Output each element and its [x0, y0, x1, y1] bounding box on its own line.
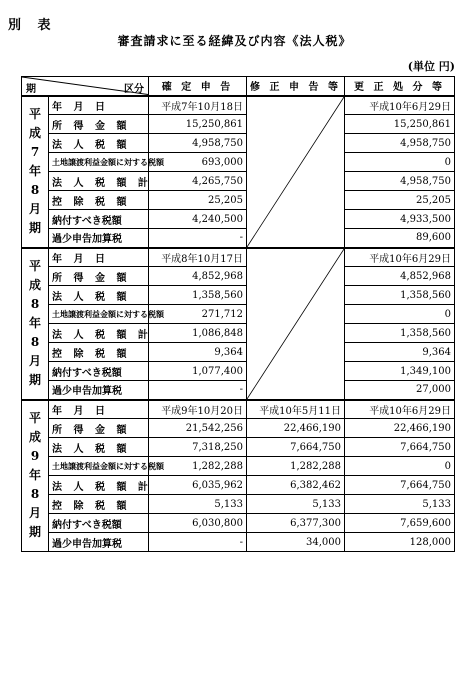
table-row: [22, 248, 455, 267]
table-row: [22, 514, 455, 533]
table-row: [22, 305, 455, 324]
row-label-income: 所 得 金 額: [49, 267, 149, 286]
table-row: [22, 457, 455, 476]
table-row: [22, 381, 455, 400]
unit-label: (単位 円): [407, 60, 455, 73]
period-char: 8: [30, 297, 40, 311]
row-label-income: 所 得 金 額: [49, 115, 149, 134]
table-row: [22, 419, 455, 438]
value-cell: 5,133: [149, 495, 247, 514]
table-row: [22, 495, 455, 514]
row-label-deduct: 控 除 税 額: [49, 191, 149, 210]
value-cell: 6,035,962: [149, 476, 247, 495]
row-label-payable: 納付すべき税額: [49, 514, 149, 533]
period-char: 8: [30, 487, 40, 502]
row-label-deduct: 控 除 税 額: [49, 343, 149, 362]
row-label-payable: 納付すべき税額: [49, 210, 149, 229]
value-cell: 4,265,750: [149, 172, 247, 191]
row-label-tax: 法 人 税 額: [49, 286, 149, 305]
period-char: 平: [28, 411, 41, 426]
period-char: 7: [30, 145, 40, 159]
row-label-penalty: 過少申告加算税: [49, 381, 149, 400]
value-cell: 平成9年10月20日: [149, 400, 247, 419]
value-cell: 27,000: [345, 381, 455, 400]
value-cell: 1,358,560: [345, 286, 455, 305]
table-row: [22, 267, 455, 286]
table-row: [22, 229, 455, 248]
value-cell: 0: [345, 457, 455, 476]
period-char: 年: [28, 164, 41, 178]
value-cell: 22,466,190: [247, 419, 345, 438]
corner-cell: [22, 77, 149, 96]
value-cell: 4,852,968: [149, 267, 247, 286]
value-cell: 271,712: [149, 305, 247, 324]
value-cell: 1,282,288: [247, 457, 345, 476]
value-cell: 21,542,256: [149, 419, 247, 438]
value-cell: -: [149, 533, 247, 552]
value-cell: 1,077,400: [149, 362, 247, 381]
value-cell: 4,852,968: [345, 267, 455, 286]
period-char: 月: [28, 506, 41, 521]
value-cell: 5,133: [345, 495, 455, 514]
document-title: 審査請求に至る経緯及び内容《法人税》: [117, 34, 352, 48]
table-row: [22, 324, 455, 343]
row-label-income: 所 得 金 額: [49, 419, 149, 438]
value-cell: 4,958,750: [149, 134, 247, 153]
period-char: 月: [28, 354, 41, 368]
row-label-date: 年 月 日: [49, 248, 149, 267]
col-kakutei: 確 定 申 告: [149, 77, 247, 96]
value-cell: 平成7年10月18日: [149, 96, 247, 115]
row-label-date: 年 月 日: [49, 400, 149, 419]
value-cell: 128,000: [345, 533, 455, 552]
value-cell: 25,205: [149, 191, 247, 210]
period-char: 成: [28, 126, 41, 140]
table-row: [22, 533, 455, 552]
value-cell: 平成8年10月17日: [149, 248, 247, 267]
period-char: 平: [28, 259, 41, 273]
table-row: [22, 153, 455, 172]
value-cell: 1,358,560: [149, 286, 247, 305]
value-cell: 平成10年6月29日: [345, 248, 455, 267]
table-row: [22, 476, 455, 495]
value-cell: 4,958,750: [345, 172, 455, 191]
period-label: [22, 248, 49, 400]
row-label-deduct: 控 除 税 額: [49, 495, 149, 514]
value-cell: 7,664,750: [345, 438, 455, 457]
value-cell: 693,000: [149, 153, 247, 172]
value-cell: -: [149, 229, 247, 248]
table-row: [22, 115, 455, 134]
value-cell: 34,000: [247, 533, 345, 552]
table-row: [22, 172, 455, 191]
value-cell: 1,349,100: [345, 362, 455, 381]
row-label-tax: 法 人 税 額: [49, 438, 149, 457]
period-char: 期: [28, 373, 41, 387]
corner-left-label: 期: [26, 84, 36, 95]
value-cell: 0: [345, 153, 455, 172]
table-row: [22, 362, 455, 381]
value-cell: 89,600: [345, 229, 455, 248]
table-row: [22, 286, 455, 305]
value-cell: 6,382,462: [247, 476, 345, 495]
value-cell: 平成10年5月11日: [247, 400, 345, 419]
value-cell: 9,364: [149, 343, 247, 362]
table-row: [22, 96, 455, 115]
row-label-special: 土地譲渡利益金額に対する税額: [49, 305, 149, 324]
row-label-payable: 納付すべき税額: [49, 362, 149, 381]
appendix-label: 別 表: [8, 18, 57, 33]
value-cell: 平成10年6月29日: [345, 400, 455, 419]
period-char: 8: [30, 335, 40, 349]
period-char: 月: [28, 202, 41, 216]
value-cell: 7,664,750: [247, 438, 345, 457]
row-label-tax: 法 人 税 額: [49, 134, 149, 153]
value-cell: 6,377,300: [247, 514, 345, 533]
value-cell: 25,205: [345, 191, 455, 210]
header-row: [22, 77, 455, 96]
period-label: [22, 96, 49, 248]
period-char: 期: [28, 221, 41, 235]
row-label-taxsum: 法 人 税 額 計: [49, 476, 149, 495]
value-cell: 15,250,861: [149, 115, 247, 134]
period-char: 年: [28, 316, 41, 330]
table-row: [22, 210, 455, 229]
value-cell: 4,240,500: [149, 210, 247, 229]
period-char: 9: [30, 449, 40, 464]
value-cell: 6,030,800: [149, 514, 247, 533]
period-char: 平: [28, 107, 41, 121]
table-row: [22, 134, 455, 153]
value-cell: 15,250,861: [345, 115, 455, 134]
row-label-special: 土地譲渡利益金額に対する税額: [49, 153, 149, 172]
row-label-taxsum: 法 人 税 額 計: [49, 324, 149, 343]
value-cell: 4,933,500: [345, 210, 455, 229]
row-label-taxsum: 法 人 税 額 計: [49, 172, 149, 191]
value-cell: 1,358,560: [345, 324, 455, 343]
value-cell: 0: [345, 305, 455, 324]
tax-table: [21, 76, 455, 552]
corner-top-label: 区分: [124, 84, 144, 95]
value-cell: 7,318,250: [149, 438, 247, 457]
period-label: [22, 400, 49, 552]
period-char: 成: [28, 430, 41, 445]
value-cell: 7,659,600: [345, 514, 455, 533]
value-cell: -: [149, 381, 247, 400]
table-row: [22, 400, 455, 419]
period-char: 年: [28, 468, 41, 483]
row-label-penalty: 過少申告加算税: [49, 229, 149, 248]
table-row: [22, 343, 455, 362]
value-cell: 5,133: [247, 495, 345, 514]
row-label-penalty: 過少申告加算税: [49, 533, 149, 552]
period-char: 期: [28, 525, 41, 540]
period-char: 8: [30, 183, 40, 197]
value-cell: 1,282,288: [149, 457, 247, 476]
table-row: [22, 438, 455, 457]
table-row: [22, 191, 455, 210]
period-char: 成: [28, 278, 41, 292]
col-kosei: 更 正 処 分 等: [345, 77, 455, 96]
value-cell: 4,958,750: [345, 134, 455, 153]
row-label-special: 土地譲渡利益金額に対する税額: [49, 457, 149, 476]
value-cell: 22,466,190: [345, 419, 455, 438]
value-cell: 7,664,750: [345, 476, 455, 495]
row-label-date: 年 月 日: [49, 96, 149, 115]
value-cell: 平成10年6月29日: [345, 96, 455, 115]
col-shusei: 修 正 申 告 等: [247, 77, 345, 96]
value-cell: 9,364: [345, 343, 455, 362]
blank-diagonal-cell: [247, 248, 345, 400]
blank-diagonal-cell: [247, 96, 345, 248]
value-cell: 1,086,848: [149, 324, 247, 343]
